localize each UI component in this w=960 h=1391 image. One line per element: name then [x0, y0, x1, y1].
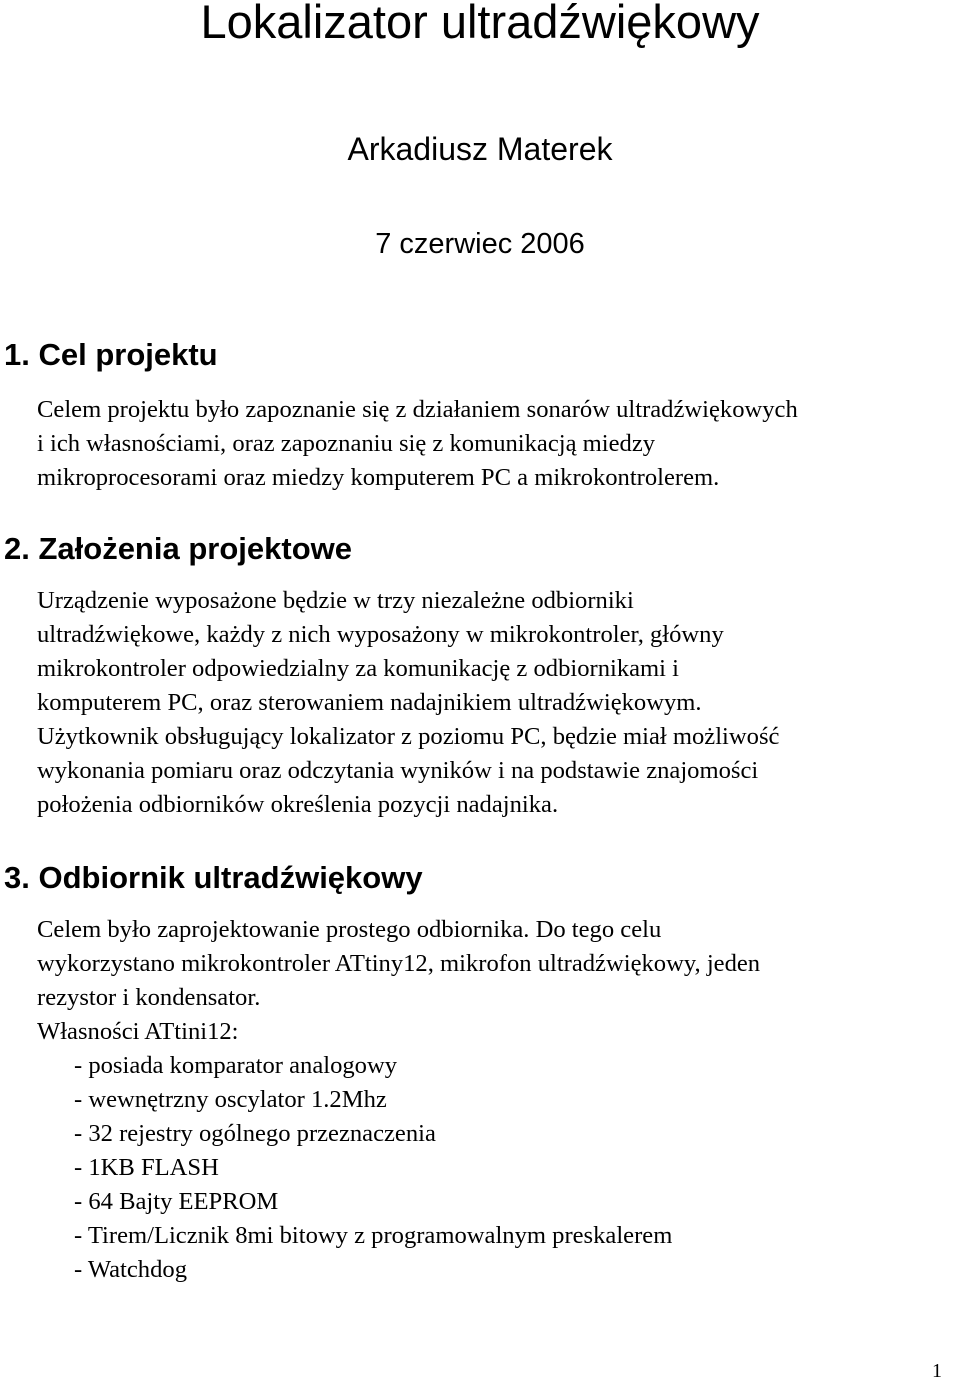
list-item: - Watchdog [74, 1256, 187, 1283]
paragraph-line: ultradźwiękowe, każdy z nich wyposażony w mikrokontroler, główny [37, 621, 724, 648]
section-heading-1: 1. Cel projektu [4, 337, 218, 372]
section-2-paragraph [37, 584, 779, 822]
paragraph-line: rezystor i kondensator. [37, 984, 261, 1011]
paragraph-line: Użytkownik obsługujący lokalizator z poziomu PC, będzie miał możliwość [37, 723, 780, 750]
list-item: - Tirem/Licznik 8mi bitowy z programowalnym preskalerem [74, 1222, 673, 1249]
document-title: Lokalizator ultradźwiękowy [200, 0, 760, 48]
paragraph-line: wykonania pomiaru oraz odczytania wyników i na podstawie znajomości [37, 757, 759, 784]
list-item: - 1KB FLASH [74, 1154, 219, 1181]
paragraph-line: Celem było zaprojektowanie prostego odbiornika. Do tego celu [37, 916, 662, 943]
paragraph-line: i ich własnościami, oraz zapoznaniu się z komunikacją miedzy [37, 430, 656, 457]
document-date: 7 czerwiec 2006 [375, 228, 585, 260]
paragraph-line: Celem projektu było zapoznanie się z działaniem sonarów ultradźwiękowych [37, 396, 798, 423]
features-list [74, 1049, 672, 1287]
section-1-paragraph [37, 393, 798, 495]
paragraph-line: Urządzenie wyposażone będzie w trzy niezależne odbiorniki [37, 587, 634, 614]
list-item: - 32 rejestry ogólnego przeznaczenia [74, 1120, 436, 1147]
paragraph-line: mikrokontroler odpowiedzialny za komunikację z odbiornikami i [37, 655, 679, 682]
paragraph-line: położenia odbiorników określenia pozycji nadajnika. [37, 791, 559, 818]
section-heading-2: 2. Założenia projektowe [4, 531, 352, 566]
section-heading-3: 3. Odbiornik ultradźwiękowy [4, 860, 423, 895]
list-item: - posiada komparator analogowy [74, 1052, 398, 1079]
page-number: 1 [932, 1360, 942, 1382]
paragraph-line: komputerem PC, oraz sterowaniem nadajnikiem ultradźwiękowym. [37, 689, 702, 716]
list-item: - 64 Bajty EEPROM [74, 1188, 279, 1215]
paragraph-line: mikroprocesorami oraz miedzy komputerem PC a mikrokontrolerem. [37, 464, 720, 491]
list-item: - wewnętrzny oscylator 1.2Mhz [74, 1086, 387, 1113]
paragraph-line: Własności ATtini12: [37, 1018, 239, 1045]
section-3-paragraph [37, 913, 760, 1049]
document-author: Arkadiusz Materek [347, 131, 613, 167]
paragraph-line: wykorzystano mikrokontroler ATtiny12, mikrofon ultradźwiękowy, jeden [37, 950, 761, 977]
